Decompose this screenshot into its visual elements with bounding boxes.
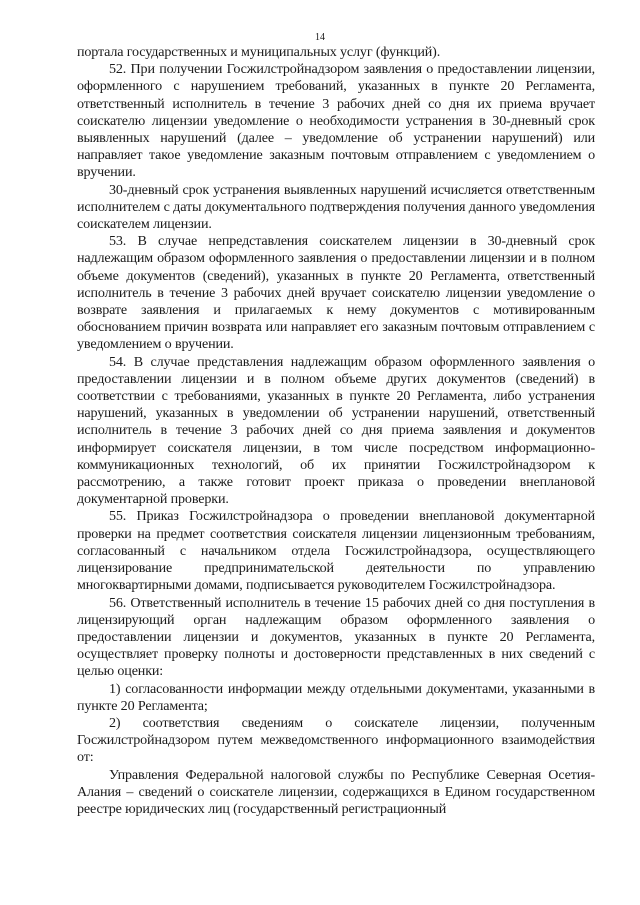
- paragraph-item-53: 53. В случае непредставления соискателем лицензии в 30-дневный срок надлежащим образом оформленного заявления о предоставлении лицензии и в полном объеме документов (сведений), указанных в пункте 20 Регламента, ответственный исполнитель в течение 3 рабочих дней вручает соискателю лицензии уведомление о возврате заявления и прилагаемых к нему документов с мотивированным обоснованием причин возврата или направляет его заказным почтовым отправлением с уведомлением о вручении.: [77, 233, 595, 353]
- paragraph-tax-service: Управления Федеральной налоговой службы по Республике Северная Осетия-Алания – сведений о соискателе лицензии, содержащихся в Едином государственном реестре юридических лиц (государственный регистрационный: [77, 766, 595, 817]
- document-body: [77, 44, 595, 818]
- paragraph-item-54: 54. В случае представления надлежащим образом оформленного заявления о предоставлении лицензии и в полном объеме других документов (сведений) в соответствии с требованиями, указанных в пункте 20 Регламента, либо устранения нарушений, указанных в уведомлении об устранении нарушений, ответственный исполнитель в течение 3 рабочих дней со дня приема заявления и документов информирует соискателя лицензии, в том числе посредством информационно-коммуникационных технологий, об их принятии Госжилстройнадзором к рассмотрению, а также готовит проект приказа о проведении внеплановой документарной проверки.: [77, 353, 595, 508]
- paragraph-subitem-2: 2) соответствия сведениям о соискателе лицензии, полученным Госжилстройнадзором путем межведомственного информационного взаимодействия от:: [77, 714, 595, 766]
- paragraph-item-55: 55. Приказ Госжилстройнадзора о проведении внеплановой документарной проверки на предмет соответствия соискателя лицензии лицензионным требованиям, согласованный с начальником отдела Госжилстройнадзора, осуществляющего лицензирование предпринимательской деятельности по управлению многоквартирными домами, подписывается руководителем Госжилстройнадзора.: [77, 508, 595, 594]
- paragraph-subitem-1: 1) согласованности информации между отдельными документами, указанными в пункте 20 Регламента;: [77, 680, 595, 714]
- page-number: 14: [315, 32, 325, 43]
- paragraph-item-56: 56. Ответственный исполнитель в течение 15 рабочих дней со дня поступления в лицензирующий орган надлежащим образом оформленного заявления о предоставлении лицензии и документов, указанных в пункте 20 Регламента, осуществляет проверку полноты и достоверности представленных в них сведений с целью оценки:: [77, 594, 595, 680]
- paragraph-continuation: портала государственных и муниципальных услуг (функций).: [77, 44, 441, 60]
- paragraph-item-52: 52. При получении Госжилстройнадзором заявления о предоставлении лицензии, оформленного с нарушением требований, указанных в пункте 20 Регламента, ответственный исполнитель в течение 3 рабочих дней со дня их приема вручает соискателю лицензии уведомление о необходимости устранения в 30-дневный срок выявленных нарушений (далее – уведомление об устранении нарушений) или направляет такое уведомление заказным почтовым отправлением с уведомлением о вручении.: [77, 61, 595, 181]
- paragraph-deadline-note: 30-дневный срок устранения выявленных нарушений исчисляется ответственным исполнителем с даты документального подтверждения получения данного уведомления соискателем лицензии.: [77, 181, 595, 233]
